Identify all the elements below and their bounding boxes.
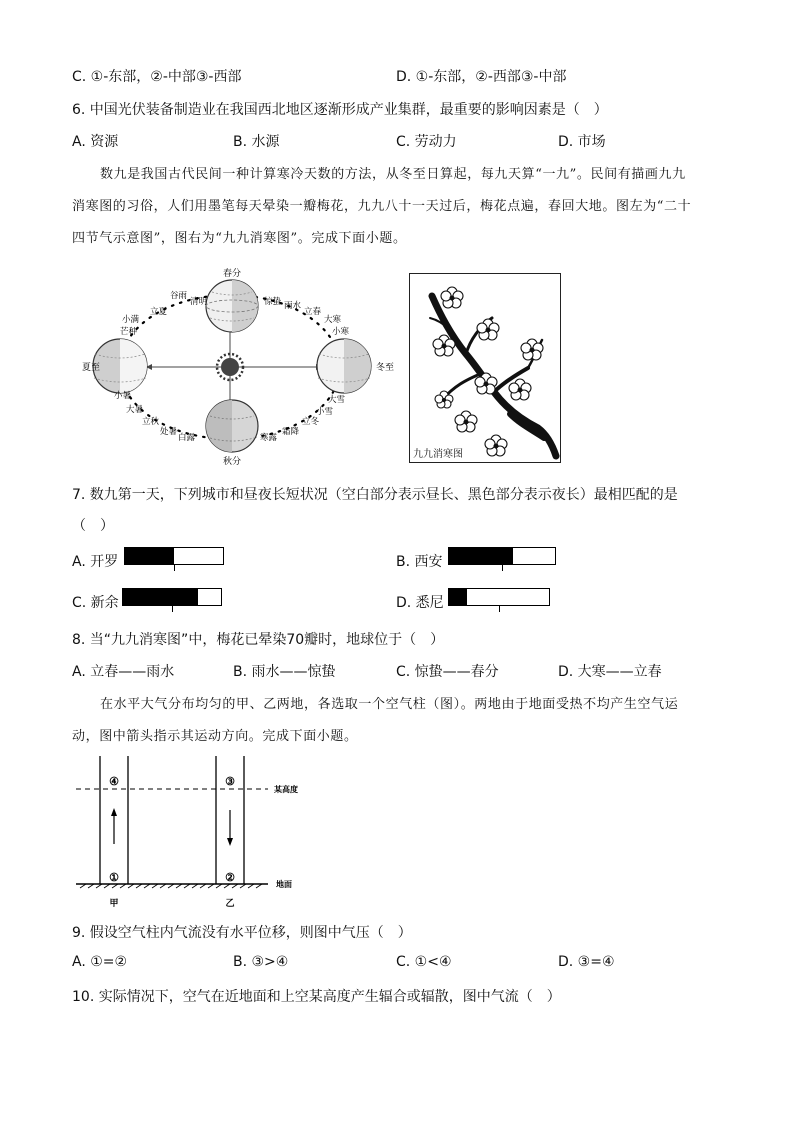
term-xiaohan: 小寒 — [332, 327, 350, 337]
q7-option-d: D. 悉尼 — [396, 595, 444, 611]
day-night-bar-a — [124, 547, 224, 565]
term-xiaoshu: 小暑 — [114, 391, 132, 401]
globe-winter-icon — [317, 339, 371, 393]
term-lidong: 立冬 — [302, 417, 320, 427]
bar-center-tick — [502, 565, 503, 571]
bar-center-tick — [174, 565, 175, 571]
q8-option-d: D. 大寒——立春 — [558, 664, 662, 680]
term-lichun: 立春 — [304, 307, 322, 317]
label-point-1: ① — [109, 871, 119, 884]
q9-stem: 9. 假设空气柱内气流没有水平位移，则图中气压（ ） — [72, 925, 412, 941]
label-ground: 地面 — [276, 879, 292, 889]
q6-option-c: C. 劳动力 — [396, 134, 457, 150]
plum-chart-label: 九九消寒图 — [412, 445, 464, 460]
term-lixia: 立夏 — [150, 307, 168, 317]
q9-option-b: B. ③>④ — [233, 954, 289, 970]
day-night-bar-d — [448, 588, 550, 606]
down-arrow-icon — [227, 810, 233, 846]
night-fill — [449, 589, 467, 605]
solar-terms-diagram — [80, 262, 400, 474]
q8-stem: 8. 当“九九消寒图”中，梅花已晕染70瓣时，地球位于（ ） — [72, 632, 445, 648]
term-bailu: 白露 — [178, 433, 196, 443]
label-summer: 夏至 — [82, 363, 101, 373]
term-jingzhe: 惊蛰 — [264, 297, 282, 307]
label-spring: 春分 — [222, 269, 242, 279]
label-point-2: ② — [225, 871, 235, 884]
passage1-line1: 数九是我国古代民间一种计算寒冷天数的方法，从冬至日算起，每九天算“一九”。民间有描画九九 — [100, 167, 686, 182]
plum-chart-frame — [409, 273, 561, 463]
q6-stem: 6. 中国光伏装备制造业在我国西北地区逐渐形成产业集群，最重要的影响因素是（ ） — [72, 102, 608, 118]
term-daxue: 大雪 — [328, 395, 346, 405]
term-xiaoman: 小满 — [122, 315, 140, 325]
q7-answer-paren: （ ） — [72, 518, 114, 534]
q8-option-a: A. 立春——雨水 — [72, 664, 175, 680]
up-arrow-icon — [111, 808, 117, 844]
q10-stem: 10. 实际情况下，空气在近地面和上空某高度产生辐合或辐散，图中气流（ ） — [72, 989, 561, 1005]
label-yi: 乙 — [225, 899, 235, 909]
term-shuangjiang: 霜降 — [282, 427, 300, 437]
passage1-line3: 四节气示意图”，图右为“九九消寒图”。完成下面小题。 — [72, 231, 407, 246]
passage2-line1: 在水平大气分布均匀的甲、乙两地，各选取一个空气柱（图）。两地由于地面受热不均产生空气运 — [100, 697, 679, 712]
label-autumn: 秋分 — [222, 457, 242, 467]
term-chushu: 处暑 — [160, 427, 178, 437]
term-dashu: 大暑 — [126, 405, 144, 415]
q7-stem: 7. 数九第一天，下列城市和昼夜长短状况（空白部分表示昼长、黑色部分表示夜长）最相匹配的是 — [72, 487, 678, 503]
label-point-4: ④ — [109, 775, 119, 788]
night-fill — [123, 589, 198, 605]
passage2-line2: 动，图中箭头指示其运动方向。完成下面小题。 — [72, 729, 358, 744]
term-yushui: 雨水 — [284, 301, 302, 311]
globe-autumn-icon — [206, 400, 258, 452]
q9-option-d: D. ③=④ — [558, 954, 615, 970]
q8-option-c: C. 惊蛰——春分 — [396, 664, 499, 680]
label-jia: 甲 — [109, 899, 119, 909]
q6-option-b: B. 水源 — [233, 134, 280, 150]
q7-option-a: A. 开罗 — [72, 554, 119, 570]
q9-option-a: A. ①=② — [72, 954, 128, 970]
passage1-line2: 消寒图的习俗，人们用墨笔每天晕染一瓣梅花，九九八十一天过后，梅花点遍，春回大地。图左为“二十 — [72, 199, 692, 214]
term-mangzhong: 芒种 — [120, 327, 138, 337]
term-dahan: 大寒 — [324, 315, 342, 325]
q5-option-c: C. ①-东部，②-中部③-西部 — [72, 69, 242, 85]
air-column-diagram — [72, 752, 312, 912]
day-night-bar-b — [448, 547, 556, 565]
q8-option-b: B. 雨水——惊蛰 — [233, 664, 336, 680]
day-night-bar-c — [122, 588, 222, 606]
term-liqiu: 立秋 — [142, 417, 160, 427]
term-qingming: 清明 — [190, 297, 208, 307]
plum-branch-illustration — [410, 274, 560, 462]
label-height: 某高度 — [274, 784, 298, 794]
globe-spring-icon — [206, 280, 258, 332]
bar-center-tick — [172, 606, 173, 612]
q7-option-b: B. 西安 — [396, 554, 443, 570]
term-xiaoxue: 小雪 — [316, 407, 334, 417]
term-guyu: 谷雨 — [170, 291, 188, 301]
q9-option-c: C. ①<④ — [396, 954, 452, 970]
label-point-3: ③ — [225, 775, 235, 788]
bar-center-tick — [499, 606, 500, 612]
globe-summer-icon — [93, 339, 147, 393]
night-fill — [449, 548, 513, 564]
q7-option-c: C. 新余 — [72, 595, 119, 611]
q6-option-d: D. 市场 — [558, 134, 606, 150]
term-hanlu: 寒露 — [260, 433, 278, 443]
label-winter: 冬至 — [376, 363, 395, 373]
night-fill — [125, 548, 174, 564]
q6-option-a: A. 资源 — [72, 134, 119, 150]
q5-option-d: D. ①-东部，②-西部③-中部 — [396, 69, 567, 85]
